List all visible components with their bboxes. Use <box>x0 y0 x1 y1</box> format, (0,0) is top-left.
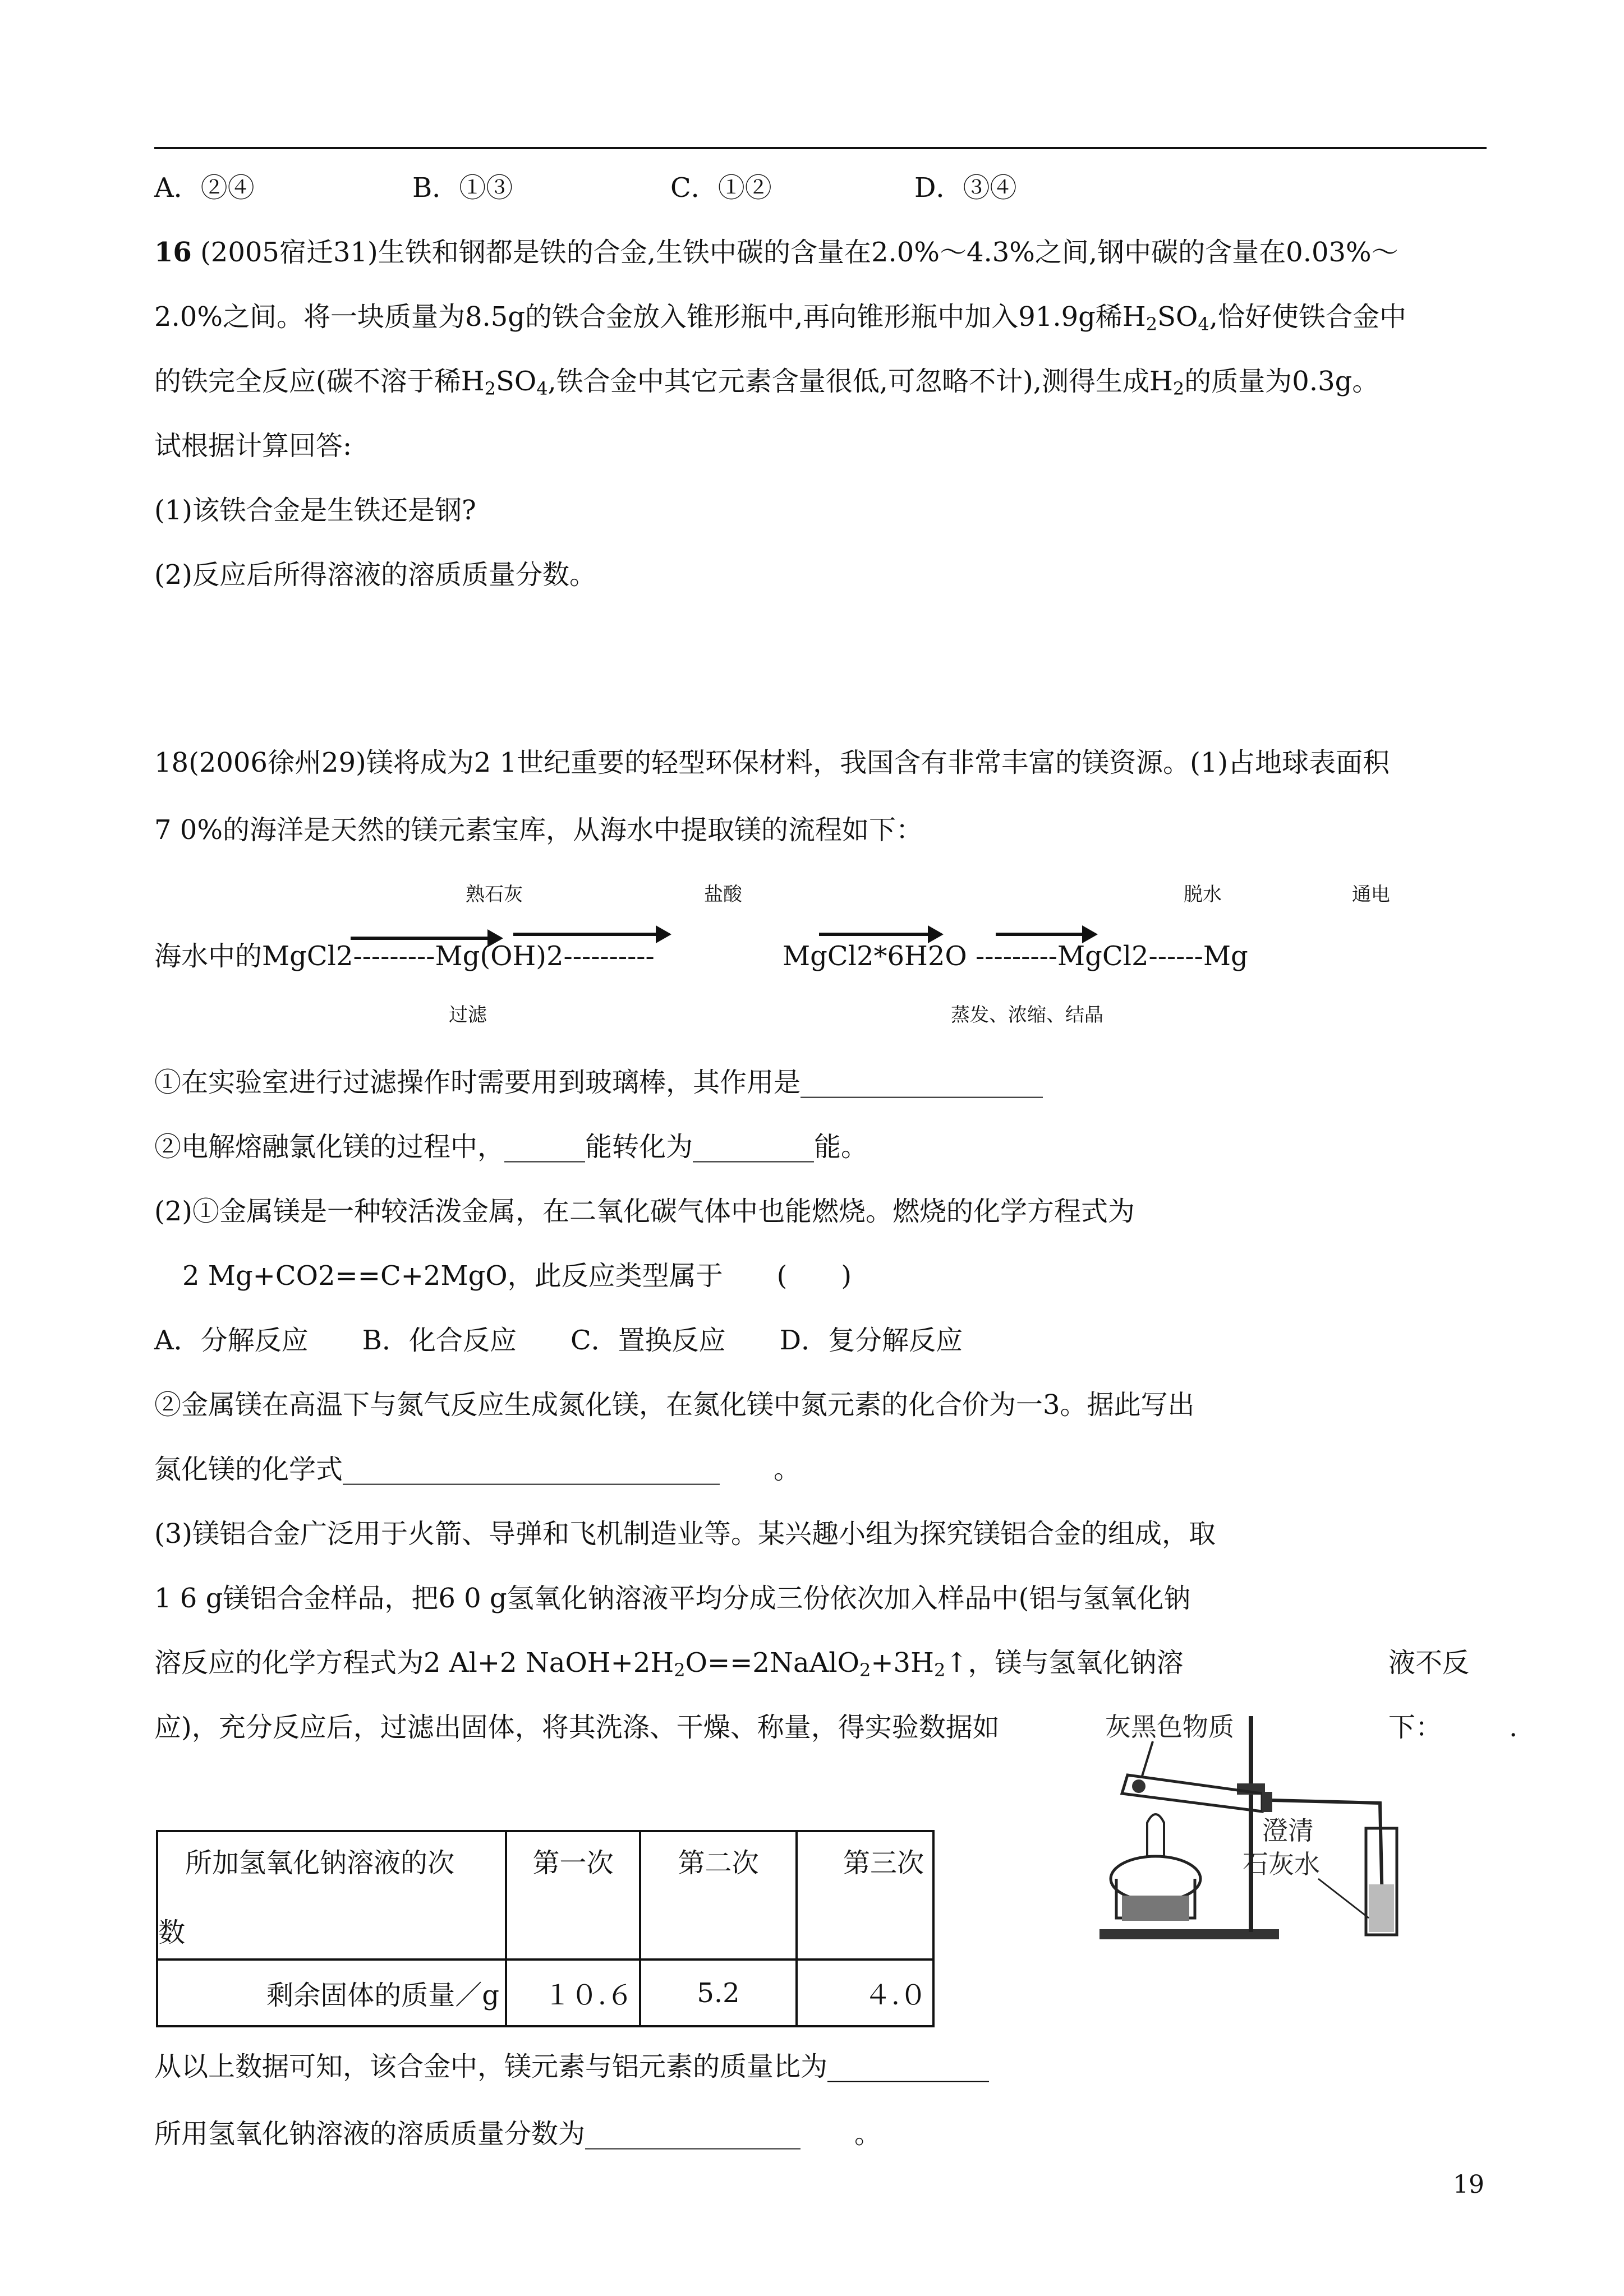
flow-label-evaporate: 蒸发、浓缩、结晶 <box>951 1004 1103 1026</box>
q18-q2-2a: ②金属镁在高温下与氮气反应生成氮化镁，在氮化镁中氮元素的化合价为一3。据此写出 <box>154 1389 1195 1421</box>
q16-line3: 的铁完全反应(碳不溶于稀$H_2SO_4$,铁合金中其它元素含量很低,可忽略不计),测得生成$H_2$的质量为0.3g。 <box>154 366 1379 399</box>
choice-c: C．①② <box>670 172 772 204</box>
table-header-row <box>157 1831 933 1960</box>
flow-arrow-4 <box>996 933 1085 936</box>
q18-q2-choices: A．分解反应 B．化合反应 C．置换反应 D．复分解反应 <box>154 1325 963 1356</box>
q18-q2-eq: 2 Mg+CO2==C+2MgO，此反应类型属于 ( ) <box>182 1260 852 1292</box>
table-cell-first: １０.６ <box>506 1960 640 2026</box>
q18-q2-2b: 氮化镁的化学式____________________________ 。 <box>154 1454 801 1485</box>
flow-arrow-2 <box>513 933 659 936</box>
q18-q3-1: (3)镁铝合金广泛用于火箭、导弹和飞机制造业等。某兴趣小组为探究镁铝合金的组成，取 <box>154 1518 1216 1550</box>
apparatus-label-limewater: 石灰水 <box>1243 1850 1320 1879</box>
q16-line2: 2.0%之间。将一块质量为8.5g的铁合金放入锥形瓶中,再向锥形瓶中加入91.9g稀$H_2SO_4$,恰好使铁合金中 <box>154 301 1406 335</box>
flow-label-acid: 盐酸 <box>704 883 742 906</box>
table-cell-third: ４.０ <box>797 1960 933 2026</box>
flow-label-lime: 熟石灰 <box>466 883 523 906</box>
apparatus-illustration <box>1094 1694 1453 1957</box>
q18-q3-6: 所用氢氧化钠溶液的溶质质量分数为________________ 。 <box>154 2118 882 2150</box>
q18-q3-3: 溶反应的化学方程式为2 Al+2 $NaOH+2H_2O==2NaAlO_2+3H_2↑$，镁与氢氧化钠溶 <box>154 1647 1184 1681</box>
flow-main: 海水中的MgCl2---------Mg(OH)2---------- <box>154 940 655 972</box>
q18-q1-1: ①在实验室进行过滤操作时需要用到玻璃棒，其作用是__________________ <box>154 1067 1043 1098</box>
table-row <box>157 1960 933 2026</box>
apparatus-label-clear: 澄清 <box>1262 1816 1314 1845</box>
page-number: 19 <box>1453 2170 1484 2199</box>
table-row-label: 剩余固体的质量／g <box>157 1960 506 2026</box>
q18-q3-2: 1 6 g镁铝合金样品，把6 0 g氢氧化钠溶液平均分成三份依次加入样品中(铝与氢氧化钠 <box>154 1583 1191 1614</box>
q18-intro1: 18(2006徐州29)镁将成为2 1世纪重要的轻型环保材料，我国含有非常丰富的镁资源。(1)占地球表面积 <box>154 747 1390 778</box>
table-header-label: 所加氢氧化钠溶液的次 数 <box>157 1831 506 1960</box>
q18-intro2: 7 0%的海洋是天然的镁元素宝库，从海水中提取镁的流程如下： <box>154 814 923 846</box>
flow-label-electrolysis: 通电 <box>1352 883 1390 906</box>
q18-q3-4a: 应)，充分反应后，过滤出固体，将其洗涤、干燥、称量，得实验数据如 <box>154 1712 1000 1743</box>
table-cell-second: 5.2 <box>640 1960 797 2026</box>
q18-q3-3e: 液不反 <box>1388 1647 1470 1679</box>
flow-label-filter: 过滤 <box>449 1004 487 1026</box>
q16-line1: 16 (2005宿迁31)生铁和钢都是铁的合金,生铁中碳的含量在2.0%～4.3%之间,钢中碳的含量在0.03%～ <box>154 237 1398 268</box>
q16-sub1: (1)该铁合金是生铁还是钢? <box>154 495 476 526</box>
q18-q3-4c: . <box>1509 1712 1518 1743</box>
flow-arrow-3 <box>819 933 931 936</box>
header-rule <box>154 147 1487 149</box>
table-header-second: 第二次 <box>640 1831 797 1960</box>
results-table <box>156 1830 935 2027</box>
q16-number: 16 <box>154 237 192 268</box>
apparatus-label-black-substance: 灰黑色物质 <box>1105 1712 1234 1741</box>
flow-main2: MgCl2*6H2O ---------MgCl2------Mg <box>783 940 1248 972</box>
q18-q1-2: ②电解熔融氯化镁的过程中，______能转化为_________能。 <box>154 1131 868 1163</box>
choice-b: B．①③ <box>412 172 513 204</box>
q16-sub2: (2)反应后所得溶液的溶质质量分数。 <box>154 559 596 591</box>
choice-a: A．②④ <box>154 172 255 204</box>
flow-label-dehydrate: 脱水 <box>1184 883 1222 906</box>
q18-q3-5: 从以上数据可知，该合金中，镁元素与铝元素的质量比为____________ <box>154 2051 990 2082</box>
table-header-third: 第三次 <box>797 1831 933 1960</box>
q18-q3-4b: 下： <box>1388 1712 1443 1743</box>
table-header-first: 第一次 <box>506 1831 640 1960</box>
q16-line4: 试根据计算回答: <box>154 430 352 462</box>
q18-q2-1: (2)①金属镁是一种较活泼金属，在二氧化碳气体中也能燃烧。燃烧的化学方程式为 <box>154 1196 1135 1227</box>
choice-d: D．③④ <box>914 172 1017 204</box>
